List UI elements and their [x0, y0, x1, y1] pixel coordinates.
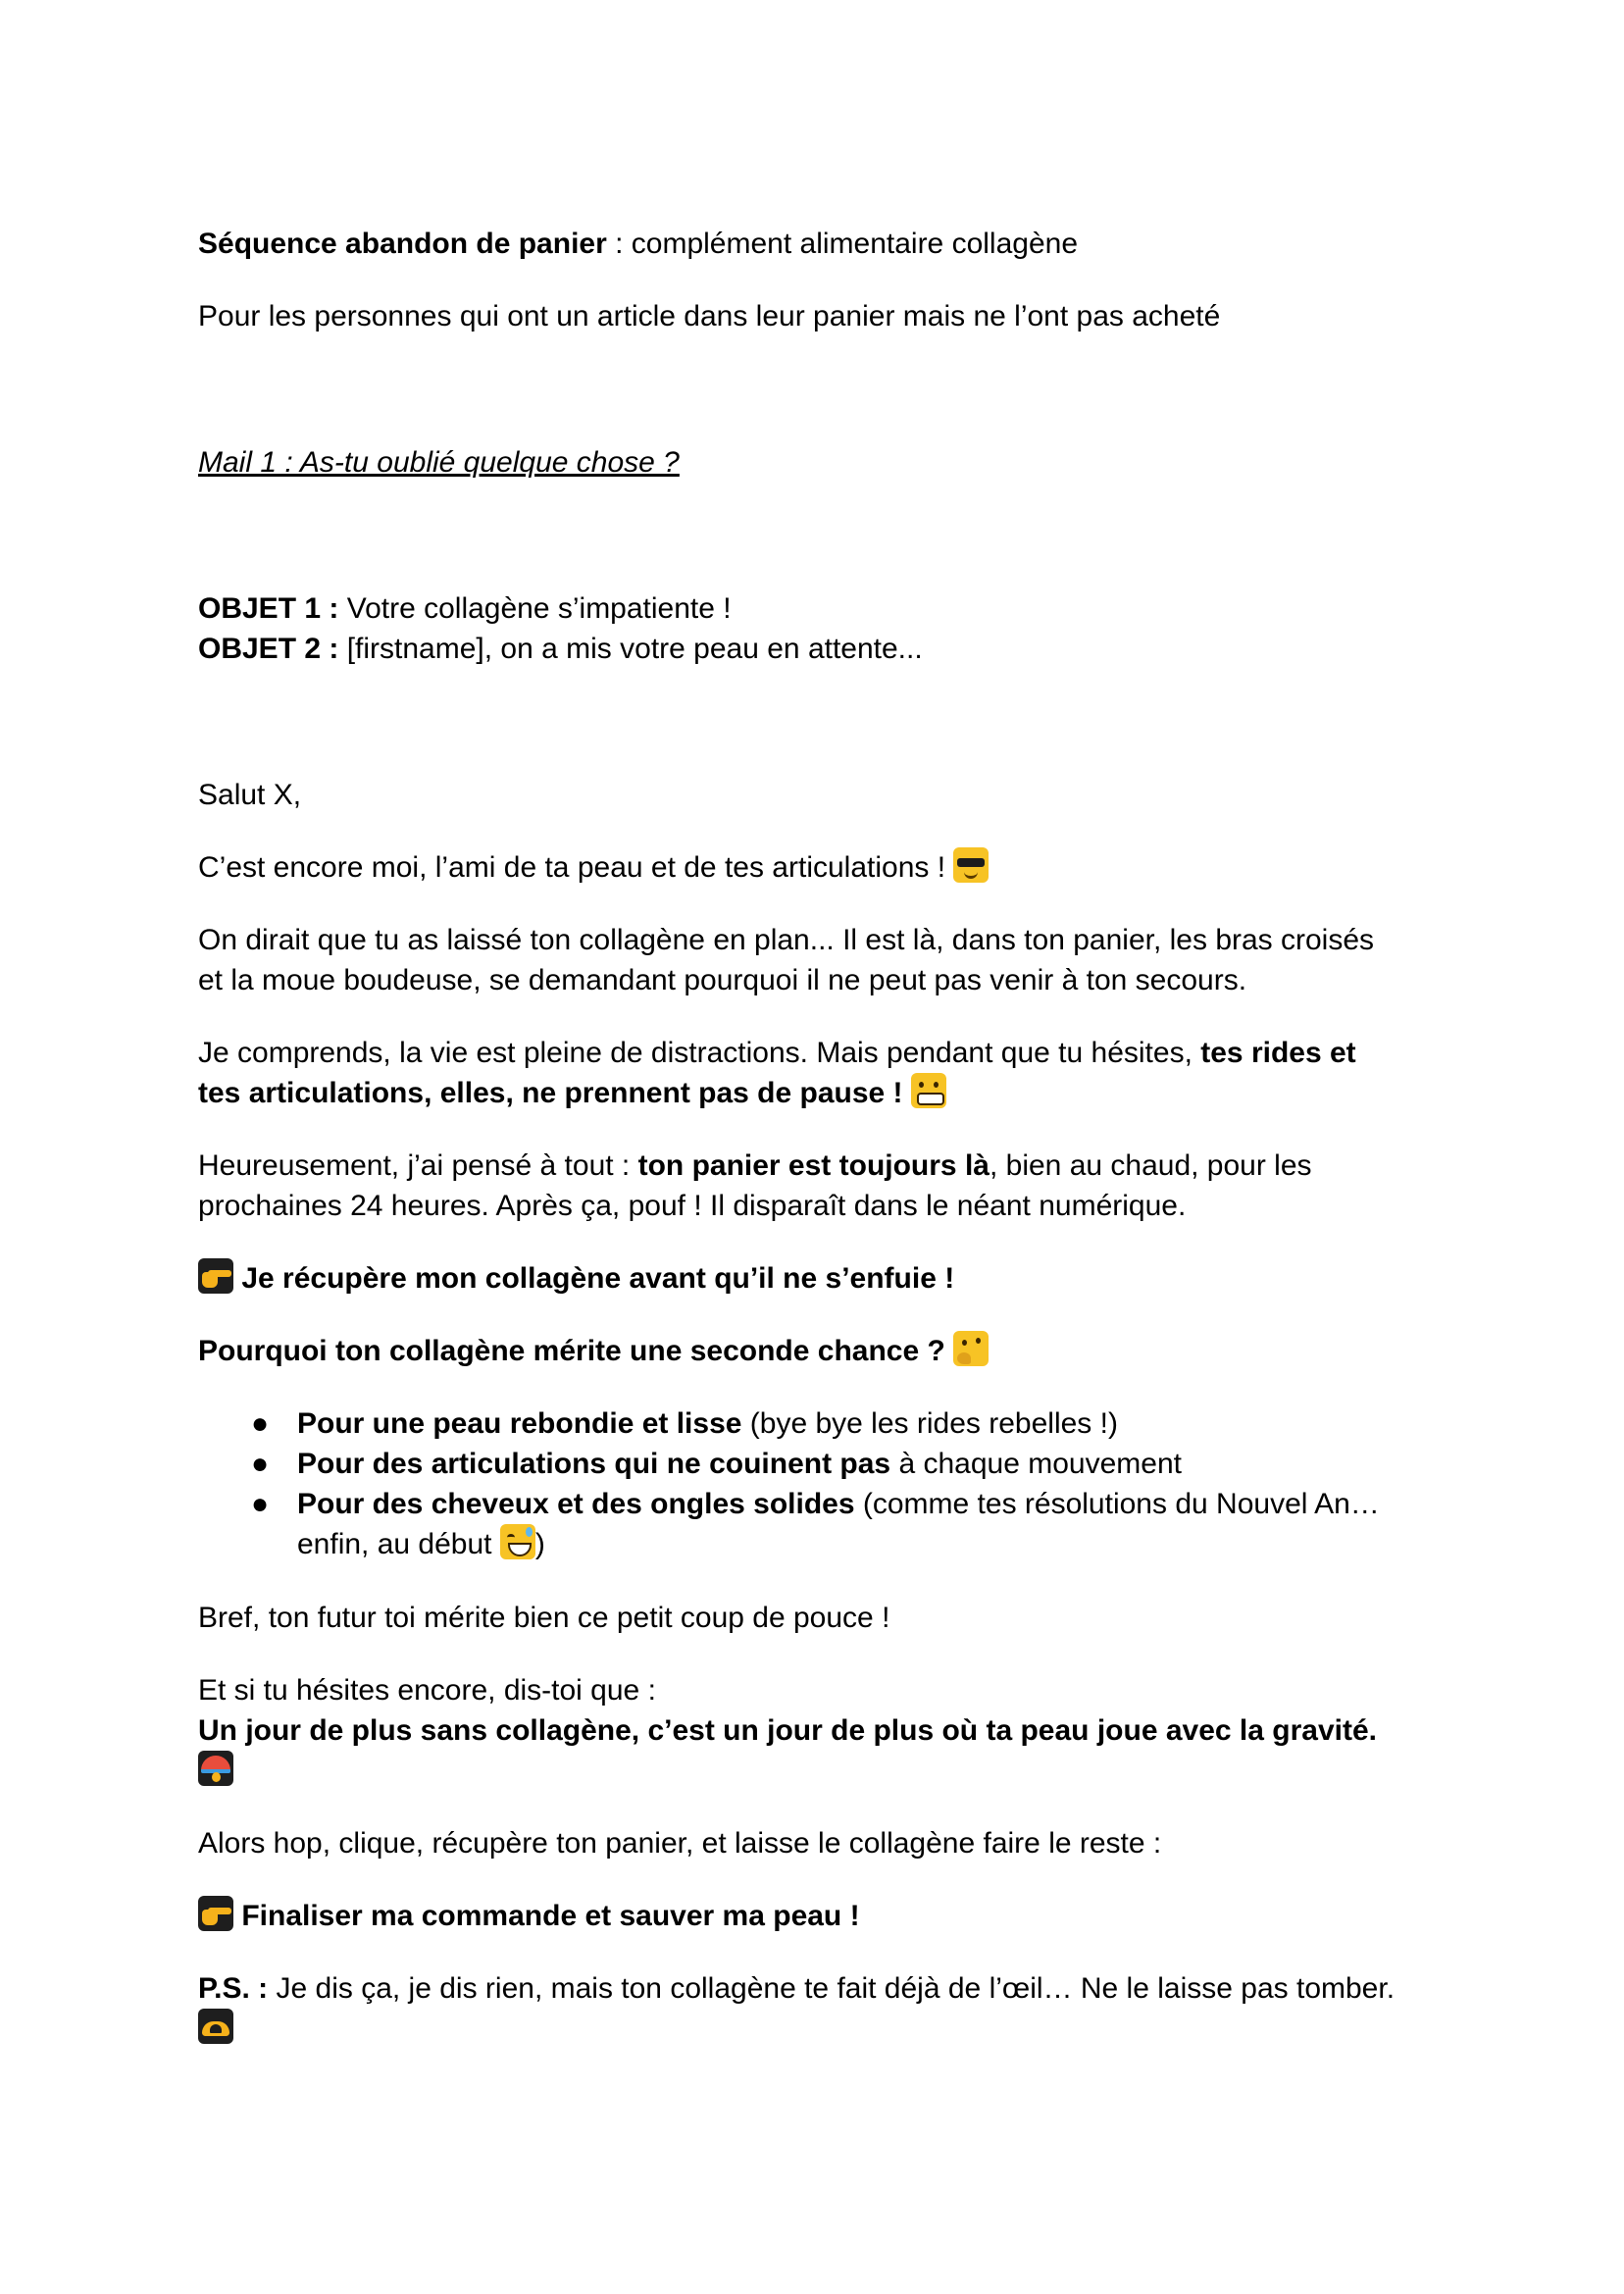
postscript-label: P.S. :: [198, 1972, 269, 2005]
document-title: [198, 224, 1078, 264]
cta-checkout-label: Finaliser ma commande et sauver ma peau !: [233, 1900, 860, 1932]
section-heading: [198, 1331, 989, 1371]
list-item-text-2: enfin, au début: [297, 1528, 500, 1560]
objet-2-label: OBJET 2 :: [198, 633, 339, 665]
paragraph-3-bold-1: tes rides et: [1200, 1037, 1356, 1069]
bullet-icon: ●: [251, 1488, 270, 1520]
paragraph-4-line-1: [198, 1146, 1312, 1186]
list-item-bold: Pour des articulations qui ne couinent pas: [297, 1448, 891, 1480]
paragraph-4-bold: ton panier est toujours là: [637, 1149, 990, 1182]
list-item: [198, 1403, 1444, 1444]
paragraph-7: Alors hop, clique, récupère ton panier, et laisse le collagène faire le reste :: [198, 1827, 1162, 1860]
list-item-bold: Pour une peau rebondie et lisse: [297, 1407, 742, 1440]
paragraph-1-text: C’est encore moi, l’ami de ta peau et de tes articulations !: [198, 851, 954, 884]
paragraph-6-line-1: Et si tu hésites encore, dis-toi que :: [198, 1674, 656, 1707]
bullet-icon: ●: [251, 1448, 270, 1480]
list-item-text: (comme tes résolutions du Nouvel An…: [854, 1488, 1380, 1520]
section-heading-text: Pourquoi ton collagène mérite une seconde chance ?: [198, 1335, 954, 1367]
list-item: [198, 1444, 1444, 1484]
paragraph-4-text-2: , bien au chaud, pour les: [989, 1149, 1312, 1182]
paragraph-5: Bref, ton futur toi mérite bien ce petit coup de pouce !: [198, 1602, 890, 1634]
paragraph-1: [198, 847, 989, 888]
greeting: Salut X,: [198, 779, 302, 811]
list-item-text: (bye bye les rides rebelles !): [741, 1407, 1118, 1440]
objet-2: [198, 629, 923, 669]
grimacing-emoji-icon: [911, 1073, 946, 1108]
cta-checkout-link[interactable]: [198, 1896, 860, 1936]
bullet-icon: ●: [251, 1407, 270, 1440]
postscript-emoji-line: [198, 2009, 233, 2049]
paragraph-6-line-2: [198, 1710, 1377, 1751]
benefits-list: [198, 1403, 1444, 1564]
list-item: [198, 1484, 1444, 1564]
sunglasses-emoji-icon: [953, 847, 989, 883]
paragraph-2-line-1: On dirait que tu as laissé ton collagène en plan... Il est là, dans ton panier, les bras croisés: [198, 924, 1375, 956]
postscript: [198, 1968, 1395, 2009]
paragraph-3-text: Je comprends, la vie est pleine de distractions. Mais pendant que tu hésites,: [198, 1037, 1201, 1069]
pointing-hand-icon: [198, 1896, 233, 1931]
paragraph-3-bold-2: tes articulations, elles, ne prennent pas de pause !: [198, 1077, 911, 1109]
cta-recover-label: Je récupère mon collagène avant qu’il ne s’enfuie !: [233, 1262, 955, 1295]
list-item-text: à chaque mouvement: [890, 1448, 1182, 1480]
list-item-text-3: ): [534, 1528, 545, 1560]
intro-text: Pour les personnes qui ont un article dans leur panier mais ne l’ont pas acheté: [198, 300, 1221, 332]
paragraph-4-line-2: prochaines 24 heures. Après ça, pouf ! Il disparaît dans le néant numérique.: [198, 1190, 1187, 1222]
paragraph-3-line-1: [198, 1033, 1356, 1073]
heart-hands-emoji-icon: [198, 2009, 233, 2044]
paragraph-2-line-2: et la moue boudeuse, se demandant pourquoi il ne peut pas venir à ton secours.: [198, 964, 1247, 996]
list-item-bold: Pour des cheveux et des ongles solides: [297, 1488, 855, 1520]
objet-1-text: Votre collagène s’impatiente !: [338, 592, 732, 625]
paragraph-4-text: Heureusement, j’ai pensé à tout :: [198, 1149, 638, 1182]
objet-1-label: OBJET 1 :: [198, 592, 339, 625]
title-bold: Séquence abandon de panier: [198, 228, 607, 260]
paragraph-6-bold: Un jour de plus sans collagène, c’est un jour de plus où ta peau joue avec la gravité.: [198, 1714, 1377, 1747]
title-rest: : complément alimentaire collagène: [606, 228, 1079, 260]
sweat-smile-emoji-icon: [500, 1524, 535, 1559]
pointing-hand-icon: [198, 1258, 233, 1294]
cta-recover-link[interactable]: [198, 1258, 954, 1299]
objet-1: [198, 588, 732, 629]
paragraph-6-emoji-line: [198, 1751, 233, 1791]
parachute-emoji-icon: [198, 1751, 233, 1786]
postscript-text: Je dis ça, je dis rien, mais ton collagène te fait déjà de l’œil… Ne le laisse pas tomber.: [268, 1972, 1396, 2005]
thinking-face-emoji-icon: [953, 1331, 989, 1366]
objet-2-text: [firstname], on a mis votre peau en attente...: [338, 633, 923, 665]
mail-title: Mail 1 : As-tu oublié quelque chose ?: [198, 446, 680, 479]
paragraph-3-line-2: [198, 1073, 946, 1113]
